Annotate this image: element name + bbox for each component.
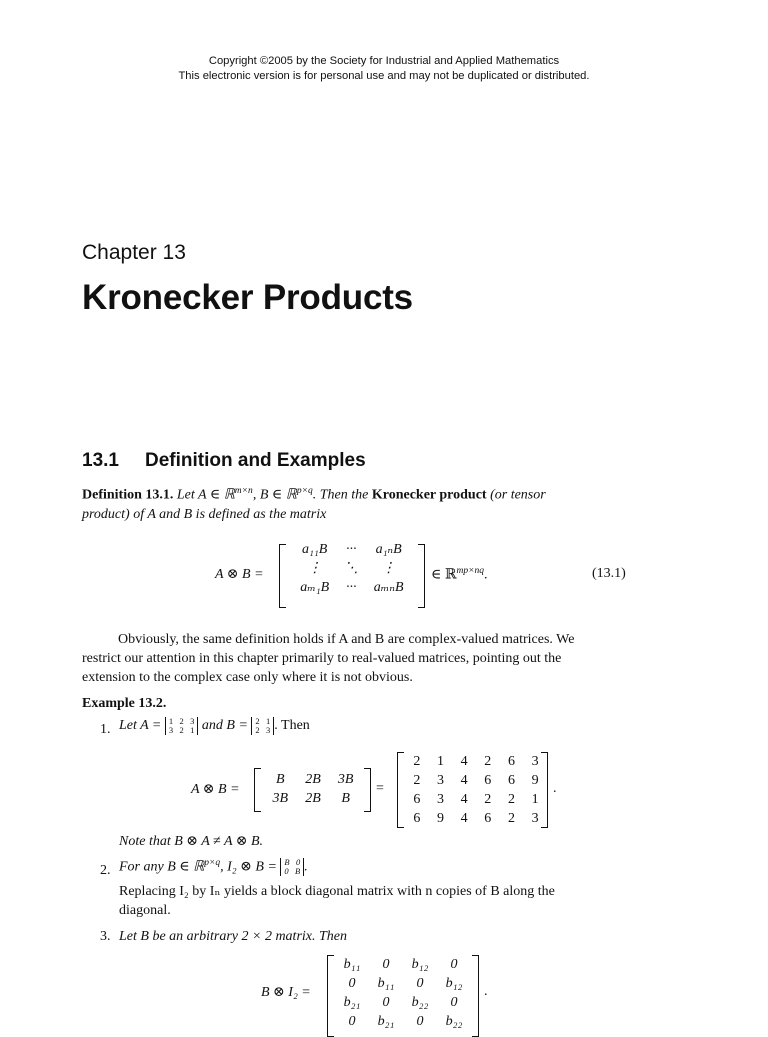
eq-cell: ⋱ — [344, 561, 359, 576]
matrix-b — [251, 717, 274, 735]
matrix-a-cell: 1 — [168, 716, 174, 726]
body-paragraph — [82, 630, 630, 687]
right-bracket — [472, 955, 479, 1037]
kron-cell: b₁₂ — [445, 975, 463, 991]
kron-cell: 0 — [450, 956, 458, 972]
definition-text-a: Let A ∈ ℝ — [176, 487, 235, 503]
section-title: Definition and Examples — [145, 450, 366, 471]
item1-and-b: and B = — [201, 718, 248, 734]
eq-cell: ··· — [346, 579, 357, 595]
kron-cell: 0 — [382, 994, 390, 1010]
eq-cell: a₁₁B — [302, 541, 328, 557]
matrix-a-cell: 3 — [190, 716, 195, 726]
eq-matrix — [290, 540, 414, 597]
paragraph-line: extension to the complex case only where it is not obvious. — [82, 670, 413, 685]
kron-cell: b₁₁ — [377, 975, 395, 991]
matrix-a-cell: 2 — [179, 725, 184, 735]
item3-lhs: B ⊗ I₂ = — [261, 985, 311, 1000]
matrix-b-cell: 3 — [266, 725, 271, 735]
item1-line — [119, 717, 310, 735]
definition-text-d: (or tensor — [490, 487, 546, 503]
matrix-a — [165, 717, 199, 735]
right-bracket — [541, 752, 548, 828]
definition-sup-a: m×n — [234, 486, 253, 496]
definition-label: Definition 13.1. — [82, 487, 174, 503]
item2-line — [119, 858, 308, 876]
kron-cell: b₁₂ — [411, 956, 429, 972]
result-cell: 1 — [531, 791, 539, 807]
matrix-a-cell: 3 — [168, 725, 174, 735]
kron-cell: 0 — [348, 1013, 356, 1029]
result-cell: 6 — [484, 772, 492, 788]
left-bracket — [279, 544, 286, 608]
item2-text — [119, 882, 630, 920]
result-cell: 9 — [531, 772, 539, 788]
result-cell: 2 — [413, 772, 421, 788]
kron-cell: 0 — [416, 975, 424, 991]
block-matrix — [264, 770, 362, 808]
definition-sup-b: p×q — [296, 486, 313, 496]
result-cell: 4 — [460, 810, 468, 826]
item1-then: . Then — [274, 718, 310, 734]
matrix-b-cell: 2 — [255, 716, 260, 726]
list-number-2: 2. — [100, 863, 111, 878]
item3-text: Let B be an arbitrary 2 × 2 matrix. Then — [119, 929, 347, 944]
item2-text-b: , I₂ ⊗ B = — [220, 859, 277, 875]
block-cell: B — [341, 790, 350, 806]
definition-13-1 — [82, 482, 630, 524]
item2-sup: p×q — [204, 858, 221, 868]
eq-cell: aₘ₁B — [300, 580, 330, 595]
matrix-b-cell: 2 — [255, 725, 260, 735]
left-bracket — [327, 955, 334, 1037]
eq-cell: ⋮ — [307, 561, 322, 576]
eq-rhs — [431, 566, 488, 584]
result-cell: 6 — [484, 810, 492, 826]
block-cell: B — [276, 771, 285, 787]
result-cell: 2 — [484, 753, 492, 769]
eq-rhs-sup: mp×nq — [456, 566, 485, 576]
block-cell: 3B — [337, 771, 354, 787]
block-cell: 2B — [305, 771, 321, 787]
result-cell: 1 — [436, 753, 444, 769]
example-label: Example 13.2. — [82, 696, 167, 711]
item1-equals: = — [376, 781, 384, 796]
kron-cell: b₁₁ — [343, 956, 361, 972]
eq-rhs-end: . — [484, 567, 488, 583]
definition-text-b: , B ∈ ℝ — [252, 487, 297, 503]
item1-note: Note that B ⊗ A ≠ A ⊗ B. — [119, 834, 264, 849]
block-diag-matrix — [280, 858, 304, 876]
result-cell: 2 — [484, 791, 492, 807]
result-cell: 2 — [413, 753, 421, 769]
section-number: 13.1 — [82, 450, 119, 471]
right-bracket — [364, 768, 371, 812]
list-number-1: 1. — [100, 722, 111, 737]
item2-text-a: For any B ∈ ℝ — [119, 859, 205, 875]
item2-line-2: Replacing I₂ by Iₙ yields a block diagonal matrix with n copies of B along the — [119, 884, 555, 899]
list-number-3: 3. — [100, 929, 111, 944]
result-cell: 6 — [413, 791, 421, 807]
item1-end: . — [553, 781, 557, 796]
definition-line-2: product) of A and B is defined as the matrix — [82, 506, 327, 522]
block-diag-cell: B — [284, 857, 290, 868]
matrix-a-cell: 1 — [190, 725, 195, 735]
right-bracket — [418, 544, 425, 608]
equation-tag: (13.1) — [592, 566, 626, 581]
item1-let-a: Let A = — [119, 718, 162, 734]
result-cell: 6 — [507, 772, 515, 788]
item2-line-3: diagonal. — [119, 903, 171, 918]
paragraph-line: Obviously, the same definition holds if A and B are complex-valued matrices. We — [118, 632, 575, 647]
result-cell: 3 — [531, 753, 539, 769]
result-cell: 2 — [507, 791, 515, 807]
matrix-a-cell: 2 — [179, 716, 184, 726]
result-cell: 3 — [436, 791, 444, 807]
copyright-line-1: Copyright ©2005 by the Society for Industrial and Applied Mathematics — [208, 55, 560, 67]
eq-rhs-text: ∈ ℝ — [431, 567, 457, 583]
kron-cell: b₂₁ — [377, 1013, 395, 1029]
result-cell: 4 — [460, 791, 468, 807]
item3-end: . — [484, 984, 488, 999]
copyright-line-2: This electronic version is for personal use and may not be duplicated or distributed. — [178, 70, 590, 82]
block-diag-cell: 0 — [284, 866, 289, 877]
result-cell: 9 — [436, 810, 444, 826]
kron-cell: b₂₂ — [445, 1013, 463, 1029]
eq-cell: a₁ₙB — [375, 542, 402, 557]
definition-term: Kronecker product — [371, 487, 487, 503]
item1-lhs: A ⊗ B = — [191, 782, 240, 797]
kron-cell: b₂₁ — [343, 994, 361, 1010]
result-cell: 4 — [460, 753, 468, 769]
block-cell: 3B — [272, 790, 289, 806]
chapter-title: Kronecker Products — [82, 278, 413, 317]
kron-cell: 0 — [450, 994, 458, 1010]
block-diag-cell: B — [295, 866, 301, 877]
block-diag-cell: 0 — [295, 857, 301, 868]
copyright-notice — [0, 54, 768, 84]
block-cell: 2B — [305, 790, 321, 806]
result-cell: 4 — [460, 772, 468, 788]
left-bracket — [397, 752, 404, 828]
result-cell: 2 — [507, 810, 515, 826]
kron-cell: 0 — [382, 956, 390, 972]
result-cell: 3 — [436, 772, 444, 788]
left-bracket — [254, 768, 261, 812]
result-cell: 6 — [413, 810, 421, 826]
matrix-b-cell: 1 — [266, 716, 271, 726]
chapter-label: Chapter 13 — [82, 241, 186, 264]
kron-cell: 0 — [348, 975, 356, 991]
eq-lhs: A ⊗ B = — [215, 567, 264, 582]
definition-text-c: . Then the — [312, 487, 369, 503]
kron-identity-matrix — [335, 955, 471, 1031]
item2-end: . — [304, 859, 308, 875]
kron-cell: 0 — [416, 1013, 424, 1029]
eq-cell: ··· — [346, 541, 357, 557]
kron-cell: b₂₂ — [411, 994, 429, 1010]
result-matrix — [405, 752, 547, 828]
section-heading — [82, 450, 366, 472]
eq-cell: aₘₙB — [373, 580, 404, 595]
result-cell: 3 — [531, 810, 539, 826]
paragraph-line: restrict our attention in this chapter primarily to real-valued matrices, pointing out the — [82, 651, 562, 666]
result-cell: 6 — [507, 753, 515, 769]
eq-cell: ⋮ — [381, 561, 396, 576]
